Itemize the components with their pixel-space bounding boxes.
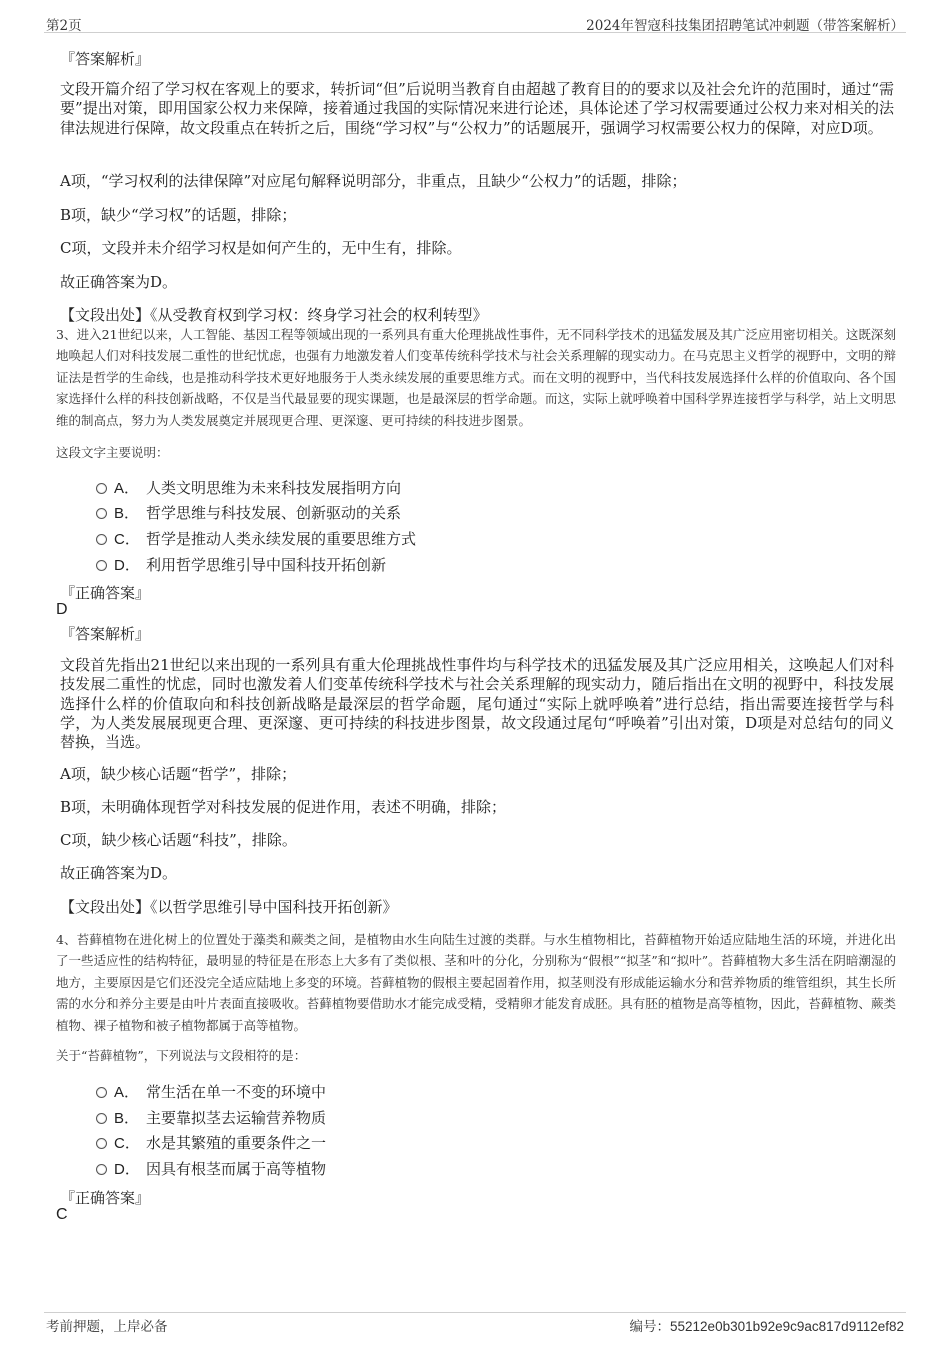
q3-source: 【文段出处】《以哲学思维引导中国科技开拓创新》 xyxy=(60,898,398,916)
q3-stem: 这段文字主要说明： xyxy=(56,445,169,460)
page-footer xyxy=(44,1312,906,1335)
option-letter: D． xyxy=(114,1161,140,1178)
radio-button-icon[interactable] xyxy=(96,483,107,494)
q3-conclusion: 故正确答案为D。 xyxy=(60,864,178,882)
q2-source: 【文段出处】《从受教育权到学习权：终身学习社会的权利转型》 xyxy=(60,306,488,324)
radio-button-icon[interactable] xyxy=(96,508,107,519)
footer-slogan: 考前押题，上岸必备 xyxy=(46,1319,168,1335)
option-text: 哲学思维与科技发展、创新驱动的关系 xyxy=(146,504,402,522)
option-letter: C． xyxy=(114,531,140,548)
q3-question-text: 3、进入21世纪以来，人工智能、基因工程等领域出现的一系列具有重大伦理挑战性事件，无不同科学技术的迅猛发展及其广泛应用密切相关。这既深刻地唤起人们对科技发展二重性的世纪忧虑，也强有力地激发着人们变革传统科学技术与社会关系理解的现实动力。在马克思主义哲学的视野中，文明的辩证法是哲学的生命线，也是推动科学技术更好地服务于人类永续发展的重要思维方式。而在文明的视野中，当代科技发展选择什么样的价值取向、各个国家选择什么样的科技创新战略，不仅是当代最显要的现实课题，也是最深层的哲学命题。而这，实际上就呼唤着中国科学界连接哲学与科学，站上文明思维的制高点，努力为人类发展奠定并展现更合理、更深邃、更可持续的科技进步图景。 xyxy=(56,327,896,428)
radio-button-icon[interactable] xyxy=(96,534,107,545)
q2-option-c-explanation: C项，文段并未介绍学习权是如何产生的，无中生有，排除。 xyxy=(60,239,462,257)
q3-option-c-explanation: C项，缺少核心话题“科技”，排除。 xyxy=(60,831,297,849)
option-text: 常生活在单一不变的环境中 xyxy=(146,1083,327,1101)
q4-stem: 关于“苔藓植物”，下列说法与文段相符的是： xyxy=(56,1048,307,1063)
option-text: 哲学是推动人类永续发展的重要思维方式 xyxy=(146,530,417,548)
radio-button-icon[interactable] xyxy=(96,1164,107,1175)
q2-analysis-text: 文段开篇介绍了学习权在客观上的要求，转折词“但”后说明当教育自由超越了教育目的的要求以及社会允许的范围时，通过“需要”提出对策，即用国家公权力来保障，接着通过我国的实际情况来进行论述，具体论述了学习权需要通过公权力来对相关的法律法规进行保障，故文段重点在转折之后，围绕“学习权”与“公权力”的话题展开，强调学习权需要公权力的保障，对应D项。 xyxy=(60,80,894,137)
document-id xyxy=(630,1315,904,1335)
q2-option-b-explanation: B项，缺少“学习权”的话题，排除； xyxy=(60,206,297,224)
page-number: 第2页 xyxy=(46,18,82,34)
document-id-value: 55212e0b301b92e9c9ac817d9112ef82 xyxy=(670,1319,904,1334)
option-letter: C． xyxy=(114,1135,140,1152)
document-title: 2024年智寇科技集团招聘笔试冲刺题（带答案解析） xyxy=(586,18,904,34)
option-text: 人类文明思维为未来科技发展指明方向 xyxy=(146,479,402,497)
q4-correct-answer-label: 『正确答案』 xyxy=(60,1189,151,1207)
q3-correct-answer: D xyxy=(56,601,68,618)
q3-analysis-label: 『答案解析』 xyxy=(60,625,151,643)
page-header xyxy=(44,12,906,33)
option-letter: D． xyxy=(114,557,140,574)
q4-correct-answer: C xyxy=(56,1206,68,1223)
option-letter: A． xyxy=(114,480,140,497)
document-id-label: 编号： xyxy=(629,1319,671,1335)
q3-option-a-explanation: A项，缺少核心话题“哲学”，排除； xyxy=(60,765,297,783)
q3-correct-answer-label: 『正确答案』 xyxy=(60,584,151,602)
q3-analysis-text: 文段首先指出21世纪以来出现的一系列具有重大伦理挑战性事件均与科学技术的迅猛发展及其广泛应用相关，这唤起人们对科技发展二重性的忧虑，同时也激发着人们变革传统科学技术与社会关系理解的现实动力，随后指出在文明的视野中，科技发展选择什么样的价值取向和科技创新战略是最深层的哲学命题，尾句通过“实际上就呼唤着”进行总结，指出需要连接哲学与科学，为人类发展展现更合理、更深邃、更可持续的科技进步图景，故文段通过尾句“呼唤着”引出对策，D项是对总结句的同义替换，当选。 xyxy=(60,656,894,752)
q4-question-text: 4、苔藓植物在进化树上的位置处于藻类和蕨类之间，是植物由水生向陆生过渡的类群。与水生植物相比，苔藓植物开始适应陆地生活的环境，并进化出了一些适应性的结构特征，最明显的特征是在形态上大多有了类似根、茎和叶的分化，分别称为“假根”“拟茎”和“拟叶”。苔藓植物大多生活在阴暗潮湿的地方，主要原因是它们还没完全适应陆地上多变的环境。苔藓植物的假根主要起固着作用，拟茎则没有形成能运输水分和营养物质的维管组织，其生长所需的水分和养分主要是由叶片表面直接吸收。苔藓植物要借助水才能完成受精，受精卵才能发育成胚。具有胚的植物是高等植物，因此，苔藓植物、蕨类植物、裸子植物和被子植物都属于高等植物。 xyxy=(56,932,896,1033)
option-text: 因具有根茎而属于高等植物 xyxy=(146,1160,327,1178)
radio-button-icon[interactable] xyxy=(96,1138,107,1149)
option-text: 主要靠拟茎去运输营养物质 xyxy=(146,1109,327,1127)
radio-button-icon[interactable] xyxy=(96,1113,107,1124)
option-text: 水是其繁殖的重要条件之一 xyxy=(146,1134,327,1152)
radio-button-icon[interactable] xyxy=(96,560,107,571)
radio-button-icon[interactable] xyxy=(96,1087,107,1098)
q2-conclusion: 故正确答案为D。 xyxy=(60,273,178,291)
option-text: 利用哲学思维引导中国科技开拓创新 xyxy=(146,556,387,574)
option-letter: B． xyxy=(114,505,140,522)
q2-analysis-label: 『答案解析』 xyxy=(60,50,151,68)
option-letter: B． xyxy=(114,1110,140,1127)
q2-option-a-explanation: A项，“学习权利的法律保障”对应尾句解释说明部分，非重点，且缺少“公权力”的话题，排除； xyxy=(60,172,687,190)
option-letter: A． xyxy=(114,1084,140,1101)
q3-option-b-explanation: B项，未明确体现哲学对科技发展的促进作用，表述不明确，排除； xyxy=(60,798,507,816)
